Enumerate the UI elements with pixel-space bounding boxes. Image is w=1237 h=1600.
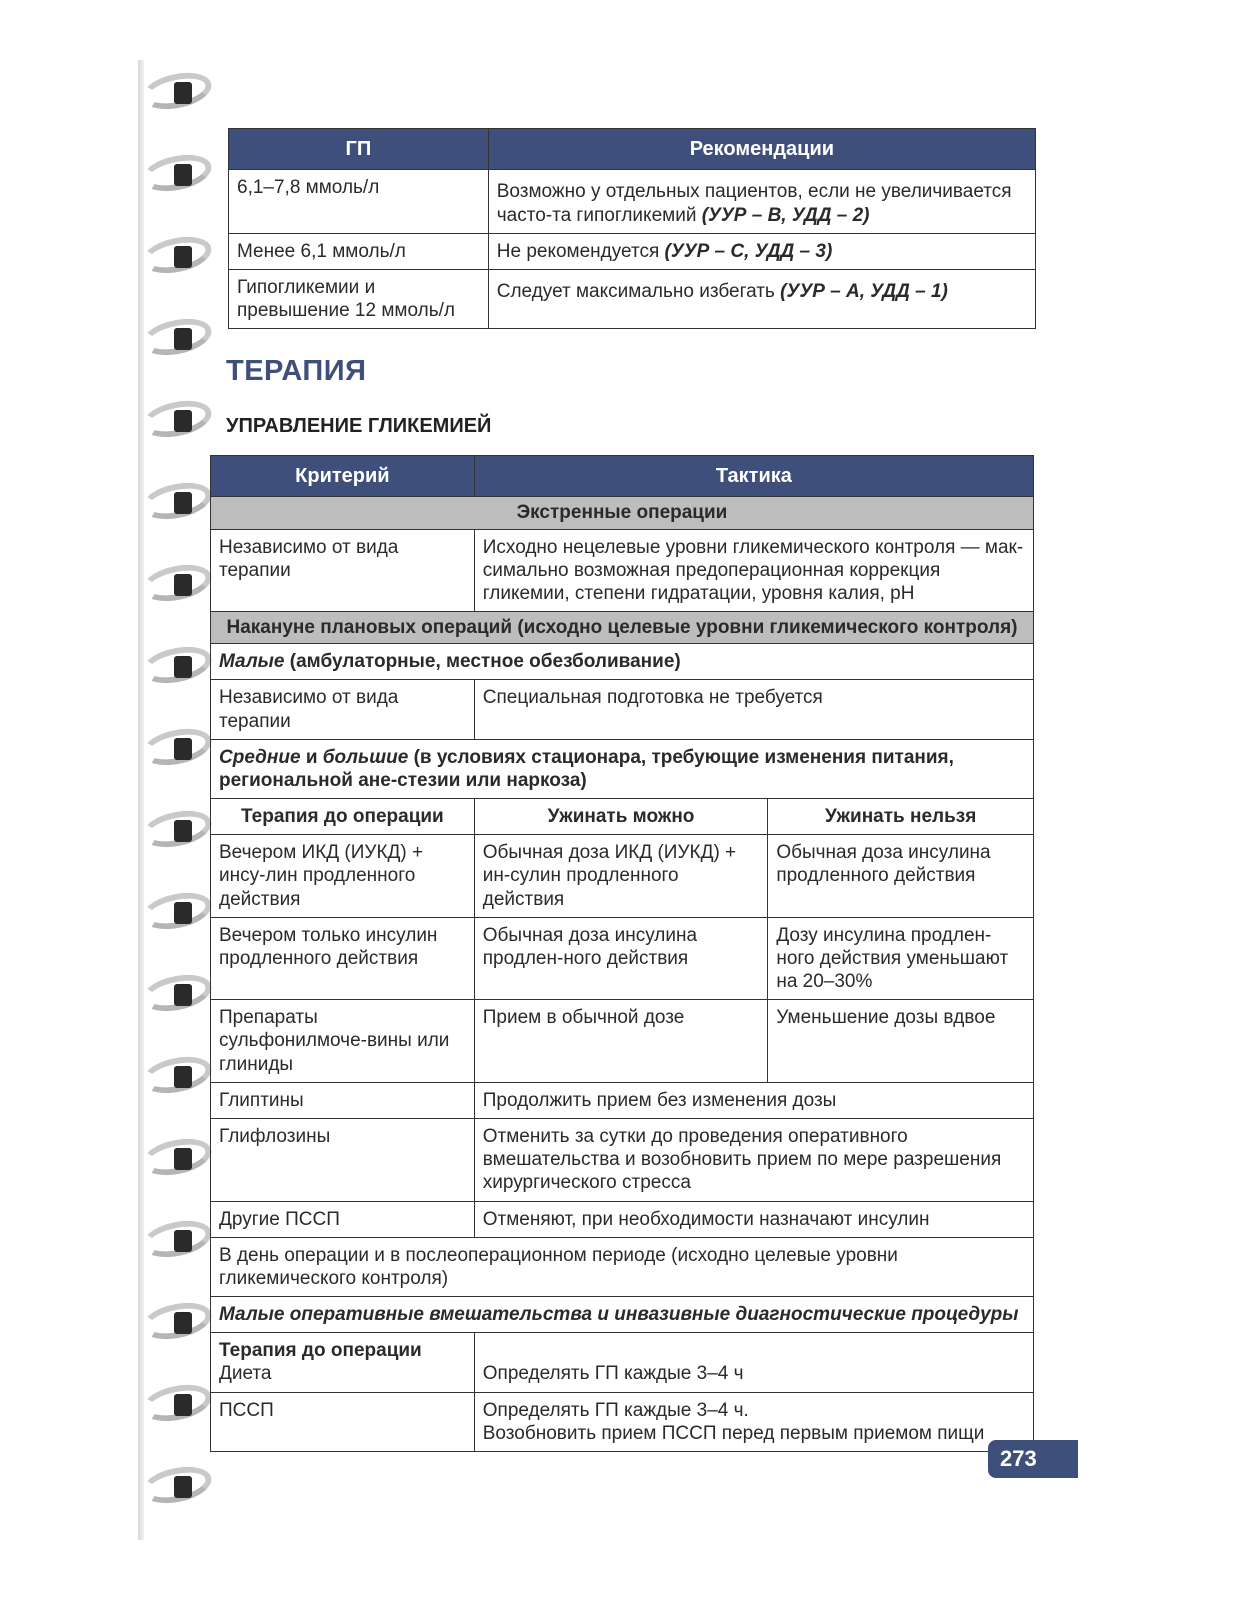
subsection-row xyxy=(211,739,1034,798)
major-em2: большие xyxy=(322,746,409,768)
spiral-binding xyxy=(138,60,218,1540)
can-eat-cell: Обычная доза ИКД (ИУКД) + ин-сулин продленного действия xyxy=(474,835,768,918)
tactic-cell: Специальная подготовка не требуется xyxy=(474,680,1033,739)
spiral-coil xyxy=(138,808,216,852)
column-header: Тактика xyxy=(474,456,1033,497)
spiral-coil xyxy=(138,1136,216,1180)
section-row xyxy=(211,612,1034,644)
therapy-cell: Другие ПССП xyxy=(211,1201,475,1237)
sub-header-therapy: Терапия до операции xyxy=(211,799,475,835)
section-label: Экстренные операции xyxy=(211,497,1034,529)
tactic-cell xyxy=(474,1392,1033,1451)
subsection-row xyxy=(211,1237,1034,1296)
spiral-coil xyxy=(138,152,216,196)
section-row xyxy=(211,497,1034,529)
spiral-coil xyxy=(138,398,216,442)
tactic-cell: Отменяют, при необходимости назначают инсулин xyxy=(474,1201,1033,1237)
major-rest: (в условиях стационара, требующие изменения питания, региональной ане-стезии или наркоза) xyxy=(219,746,954,791)
therapy-cell: Глифлозины xyxy=(211,1119,475,1202)
spiral-coil xyxy=(138,972,216,1016)
major-and: и xyxy=(305,746,318,768)
tactic-cell: Исходно нецелевые уровни гликемического контроля — мак-симально возможная предоперационная коррекция гликемии, степени гидратации, уровня калия, рН xyxy=(474,529,1033,612)
table-row xyxy=(211,680,1034,739)
recommendation-cell xyxy=(488,233,1035,269)
evidence-level: (УУР – С, УДД – 3) xyxy=(664,240,833,262)
table-row xyxy=(211,1201,1034,1237)
recommendation-text: Следует максимально избегать xyxy=(496,280,775,302)
spiral-coil xyxy=(138,316,216,360)
therapy-cell xyxy=(211,1333,475,1392)
can-eat-cell: Обычная доза инсулина продлен-ного действия xyxy=(474,917,768,1000)
spiral-coil xyxy=(138,1382,216,1426)
glycemia-recommendation-table xyxy=(228,128,1036,329)
table-row xyxy=(211,1119,1034,1202)
subsection-heading: УПРАВЛЕНИЕ ГЛИКЕМИЕЙ xyxy=(226,415,492,437)
criterion-cell: Независимо от вида терапии xyxy=(211,529,475,612)
table-row xyxy=(211,1000,1034,1083)
major-em1: Средние xyxy=(219,746,301,768)
column-header: Рекомендации xyxy=(488,129,1035,170)
spiral-coil xyxy=(138,1218,216,1262)
cannot-eat-cell: Дозу инсулина продлен-ного действия уменьшают на 20–30% xyxy=(768,917,1034,1000)
tactic-cell: Продолжить прием без изменения дозы xyxy=(474,1082,1033,1118)
therapy-cell: ПССП xyxy=(211,1392,475,1451)
tactic-line: Определять ГП каждые 3–4 ч. xyxy=(482,1399,749,1421)
table-header-row xyxy=(229,129,1036,170)
cannot-eat-cell: Уменьшение дозы вдвое xyxy=(768,1000,1034,1083)
subsection-row xyxy=(211,644,1034,680)
subsection-row xyxy=(211,1297,1034,1333)
spiral-coil xyxy=(138,70,216,114)
gp-cell: Менее 6,1 ммоль/л xyxy=(229,233,489,269)
table-row xyxy=(211,835,1034,918)
table-header-row xyxy=(211,456,1034,497)
spiral-coil xyxy=(138,1054,216,1098)
table-row xyxy=(211,529,1034,612)
recommendation-text: Не рекомендуется xyxy=(496,240,660,262)
criterion-cell: Независимо от вида терапии xyxy=(211,680,475,739)
minor-surgery-label xyxy=(211,644,1034,680)
therapy-cell: Глиптины xyxy=(211,1082,475,1118)
therapy-label: Терапия до операции xyxy=(219,1340,422,1362)
minor-rest: (амбулаторные, местное обезболивание) xyxy=(289,651,681,673)
can-eat-cell: Прием в обычной дозе xyxy=(474,1000,768,1083)
therapy-cell: Препараты сульфонилмоче-вины или глиниды xyxy=(211,1000,475,1083)
spiral-coil xyxy=(138,480,216,524)
therapy-value: Диета xyxy=(219,1363,272,1385)
minor-em: Малые xyxy=(219,651,285,673)
table-row xyxy=(211,1333,1034,1392)
recommendation-text: Возможно у отдельных пациентов, если не увеличивается часто-та гипогликемий xyxy=(496,181,1012,226)
sub-header-row xyxy=(211,799,1034,835)
table-row xyxy=(211,1392,1034,1451)
glycemia-management-table xyxy=(210,455,1034,1452)
sub-header-can-eat: Ужинать можно xyxy=(474,799,768,835)
column-header: Критерий xyxy=(211,456,475,497)
spiral-coil xyxy=(138,644,216,688)
tactic-cell: Отменить за сутки до проведения оперативного вмешательства и возобновить прием по мере разрешения хирургического стресса xyxy=(474,1119,1033,1202)
gp-cell: Гипогликемии и превышение 12 ммоль/л xyxy=(229,269,489,328)
table-row xyxy=(229,170,1036,233)
page-number: 273 xyxy=(988,1440,1078,1478)
sub-header-cannot-eat: Ужинать нельзя xyxy=(768,799,1034,835)
major-surgery-label xyxy=(211,739,1034,798)
day-of-surgery-label: В день операции и в послеоперационном периоде (исходно целевые уровни гликемического контроля) xyxy=(211,1237,1034,1296)
spiral-coil xyxy=(138,1464,216,1508)
column-header: ГП xyxy=(229,129,489,170)
spiral-coil xyxy=(138,726,216,770)
tactic-line: Возобновить прием ПССП перед первым приемом пищи xyxy=(482,1422,985,1444)
tactic-cell: Определять ГП каждые 3–4 ч xyxy=(474,1333,1033,1392)
section-heading: ТЕРАПИЯ xyxy=(226,355,367,387)
evidence-level: (УУР – А, УДД – 1) xyxy=(780,280,948,302)
spiral-coil xyxy=(138,234,216,278)
evidence-level: (УУР – В, УДД – 2) xyxy=(701,204,870,226)
spiral-coil xyxy=(138,1300,216,1344)
spiral-coil xyxy=(138,562,216,606)
therapy-cell: Вечером ИКД (ИУКД) + инсу-лин продленного действия xyxy=(211,835,475,918)
table-row xyxy=(229,233,1036,269)
cannot-eat-cell: Обычная доза инсулина продленного действия xyxy=(768,835,1034,918)
table-row xyxy=(211,1082,1034,1118)
minor-procedures-label: Малые оперативные вмешательства и инвазивные диагностические процедуры xyxy=(211,1297,1034,1333)
table-row xyxy=(211,917,1034,1000)
gp-cell: 6,1–7,8 ммоль/л xyxy=(229,170,489,233)
table-row xyxy=(229,269,1036,328)
recommendation-cell xyxy=(488,269,1035,328)
spiral-coil xyxy=(138,890,216,934)
section-label: Накануне плановых операций (исходно целевые уровни гликемического контроля) xyxy=(211,612,1034,644)
recommendation-cell xyxy=(488,170,1035,233)
therapy-cell: Вечером только инсулин продленного действия xyxy=(211,917,475,1000)
